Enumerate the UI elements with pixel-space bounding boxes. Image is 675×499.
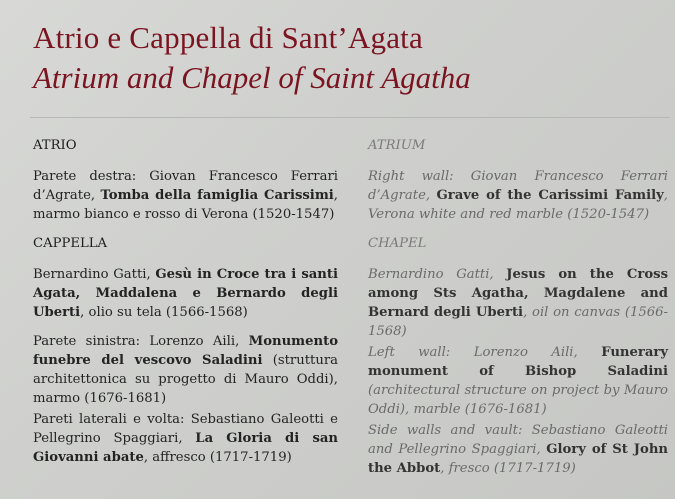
artwork-title: Funerary monument of Bishop Saladini bbox=[368, 345, 668, 379]
english-column bbox=[368, 136, 668, 488]
chapel-heading: CHAPEL bbox=[368, 236, 427, 251]
text: Parete destra: Giovan Francesco Ferrari d’Agrate, bbox=[33, 169, 338, 203]
artwork-title: Tomba della famiglia Carissimi bbox=[100, 188, 334, 203]
artwork-title: Monumento funebre del vescovo Saladini bbox=[33, 334, 338, 368]
text: , fresco (1717-1719) bbox=[440, 461, 576, 476]
text: Left wall: Lorenzo Aili, bbox=[368, 345, 602, 360]
cappella-paragraph-2 bbox=[33, 332, 338, 408]
text: Right wall: Giovan Francesco Ferrari d’Agrate, bbox=[368, 169, 668, 203]
chapel-paragraph-2 bbox=[368, 343, 668, 419]
cappella-paragraph-3 bbox=[33, 410, 338, 467]
text: Bernardino Gatti, bbox=[368, 267, 507, 282]
chapel-paragraph-1 bbox=[368, 265, 668, 341]
atrio-paragraph bbox=[33, 167, 338, 224]
text: Parete sinistra: Lorenzo Aili, bbox=[33, 334, 249, 349]
title-english: Atrium and Chapel of Saint Agatha bbox=[33, 60, 471, 95]
text: , affresco (1717-1719) bbox=[143, 450, 292, 465]
artwork-title: La Gloria di san Giovanni abate bbox=[33, 431, 338, 465]
cappella-paragraph-1 bbox=[33, 265, 338, 322]
text: (struttura architettonica su progetto di Mauro Oddi), marmo (1676-1681) bbox=[33, 353, 338, 406]
atrio-heading: ATRIO bbox=[33, 138, 77, 153]
text: , olio su tela (1566-1568) bbox=[80, 305, 248, 320]
chapel-paragraph-3 bbox=[368, 421, 668, 478]
divider bbox=[30, 117, 670, 118]
text: Side walls and vault: Sebastiano Galeotti and Pellegrino Spaggiari, bbox=[368, 423, 668, 457]
atrium-heading: ATRIUM bbox=[368, 138, 426, 153]
text: , Verona white and red marble (1520-1547) bbox=[368, 188, 668, 222]
artwork-title: Grave of the Carissimi Family bbox=[436, 188, 664, 203]
italian-column bbox=[33, 136, 338, 477]
cappella-heading: CAPPELLA bbox=[33, 236, 108, 251]
text: Pareti laterali e volta: Sebastiano Galeotti e Pellegrino Spaggiari, bbox=[33, 412, 338, 446]
text: , marmo bianco e rosso di Verona (1520-1547) bbox=[33, 188, 338, 222]
text: Bernardino Gatti, bbox=[33, 267, 156, 282]
text: , oil on canvas (1566-1568) bbox=[368, 305, 668, 339]
title-italian: Atrio e Cappella di Sant’Agata bbox=[33, 20, 423, 55]
artwork-title: Gesù in Croce tra i santi Agata, Maddalena e Bernardo degli Uberti bbox=[33, 267, 339, 320]
artwork-title: Glory of St John the Abbot bbox=[368, 442, 669, 476]
artwork-title: Jesus on the Cross among Sts Agatha, Magdalene and Bernard degli Uberti bbox=[368, 267, 668, 320]
atrium-paragraph bbox=[368, 167, 668, 224]
text: (architectural structure on project by Mauro Oddi), marble (1676-1681) bbox=[368, 383, 668, 417]
